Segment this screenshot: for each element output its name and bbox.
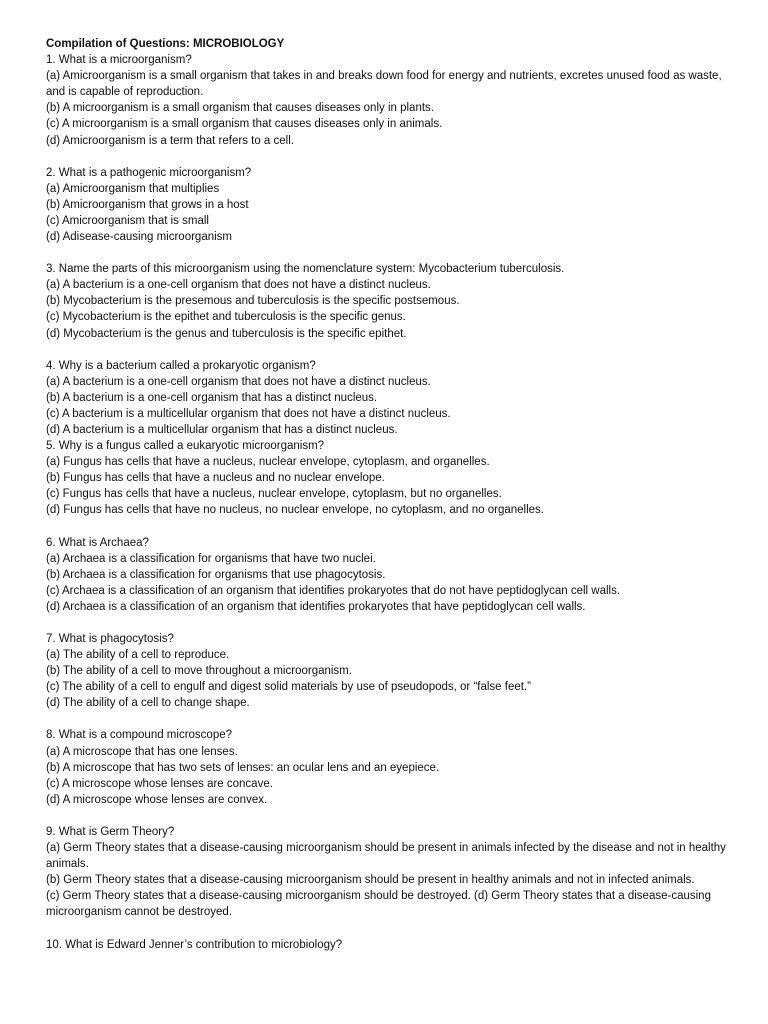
answer-option: (d) A bacterium is a multicellular organism that has a distinct nucleus. [46, 423, 398, 436]
answer-option: (a) A microscope that has one lenses. [46, 745, 238, 758]
answer-option: (b) Amicroorganism that grows in a host [46, 198, 249, 211]
document-title: Compilation of Questions: MICROBIOLOGY [46, 38, 285, 50]
answer-option: (c) Germ Theory states that a disease-causing microorganism should be destroyed. (d) Germ Theory states that a disease-causing microorganism cannot be destroyed. [46, 890, 711, 919]
question-block [46, 824, 726, 921]
answer-option: (b) A bacterium is a one-cell organism that has a distinct nucleus. [46, 391, 378, 404]
answer-option: (a) A bacterium is a one-cell organism that does not have a distinct nucleus. [46, 279, 431, 292]
answer-option: (b) Germ Theory states that a disease-causing microorganism should be present in healthy animals and not in infected animals. [46, 874, 695, 887]
question-text: 2. What is a pathogenic microorganism? [46, 166, 252, 179]
question-block [46, 358, 726, 438]
answer-option: (c) Archaea is a classification of an organism that identifies prokaryotes that do not have peptidoglycan cell walls. [46, 584, 621, 597]
answer-option: (a) The ability of a cell to reproduce. [46, 649, 230, 662]
question-text: 8. What is a compound microscope? [46, 729, 233, 742]
question-text: 7. What is phagocytosis? [46, 633, 174, 645]
answer-option: (a) Fungus has cells that have a nucleus, nuclear envelope, cytoplasm, and organelles. [46, 456, 490, 469]
answer-option: (a) Amicroorganism that multiplies [46, 182, 220, 195]
question-list [46, 52, 726, 953]
answer-option: (c) The ability of a cell to engulf and digest solid materials by use of pseudopods, or “false feet.” [46, 681, 531, 694]
answer-option: (d) Archaea is a classification of an organism that identifies prokaryotes that have peptidoglycan cell walls. [46, 600, 586, 613]
answer-option: (c) Amicroorganism that is small [46, 214, 209, 227]
answer-option: (b) The ability of a cell to move throughout a microorganism. [46, 665, 352, 678]
question-text: 1. What is a microorganism? [46, 54, 192, 67]
question-text: 9. What is Germ Theory? [46, 825, 175, 838]
answer-option: (b) Mycobacterium is the presemous and tuberculosis is the specific postsemous. [46, 295, 460, 308]
question-block [46, 535, 726, 615]
answer-option: (d) Fungus has cells that have no nucleus, no nuclear envelope, no cytoplasm, and no organelles. [46, 504, 545, 517]
question-block [46, 727, 726, 807]
answer-option: (a) Germ Theory states that a disease-causing microorganism should be present in animals infected by the disease and not in healthy animals. [46, 842, 726, 871]
question-text: 5. Why is a fungus called a eukaryotic microorganism? [46, 440, 325, 453]
question-text: 10. What is Edward Jenner’s contribution to microbiology? [46, 938, 343, 951]
answer-option: (d) Mycobacterium is the genus and tuberculosis is the specific epithet. [46, 327, 407, 340]
question-text: 4. Why is a bacterium called a prokaryotic organism? [46, 359, 316, 372]
answer-option: (c) A microscope whose lenses are concave. [46, 777, 273, 790]
answer-option: (a) Archaea is a classification for organisms that have two nuclei. [46, 552, 376, 565]
question-block [46, 937, 726, 953]
question-block [46, 165, 726, 245]
document-page [46, 36, 726, 953]
answer-option: (d) Adisease-causing microorganism [46, 231, 232, 244]
question-block [46, 52, 726, 149]
answer-option: (a) Amicroorganism is a small organism that takes in and breaks down food for energy and nutrients, excretes unused food as waste, and is capable of reproduction. [46, 70, 722, 99]
answer-option: (c) Fungus has cells that have a nucleus, nuclear envelope, cytoplasm, but no organelles. [46, 488, 502, 501]
question-block [46, 631, 726, 711]
answer-option: (d) Amicroorganism is a term that refers to a cell. [46, 134, 294, 147]
answer-option: (d) A microscope whose lenses are convex. [46, 793, 268, 806]
answer-option: (c) A microorganism is a small organism that causes diseases only in animals. [46, 118, 443, 131]
answer-option: (d) The ability of a cell to change shape. [46, 697, 250, 710]
answer-option: (b) Archaea is a classification for organisms that use phagocytosis. [46, 568, 386, 581]
question-block [46, 261, 726, 341]
question-text: 3. Name the parts of this microorganism using the nomenclature system: Mycobacterium tuberculosis. [46, 263, 565, 276]
answer-option: (c) A bacterium is a multicellular organism that does not have a distinct nucleus. [46, 407, 451, 420]
answer-option: (b) Fungus has cells that have a nucleus and no nuclear envelope. [46, 472, 385, 485]
answer-option: (b) A microscope that has two sets of lenses: an ocular lens and an eyepiece. [46, 761, 440, 774]
question-block [46, 438, 726, 518]
question-text: 6. What is Archaea? [46, 536, 149, 549]
answer-option: (a) A bacterium is a one-cell organism that does not have a distinct nucleus. [46, 375, 431, 388]
answer-option: (b) A microorganism is a small organism that causes diseases only in plants. [46, 102, 434, 115]
answer-option: (c) Mycobacterium is the epithet and tuberculosis is the specific genus. [46, 311, 406, 324]
